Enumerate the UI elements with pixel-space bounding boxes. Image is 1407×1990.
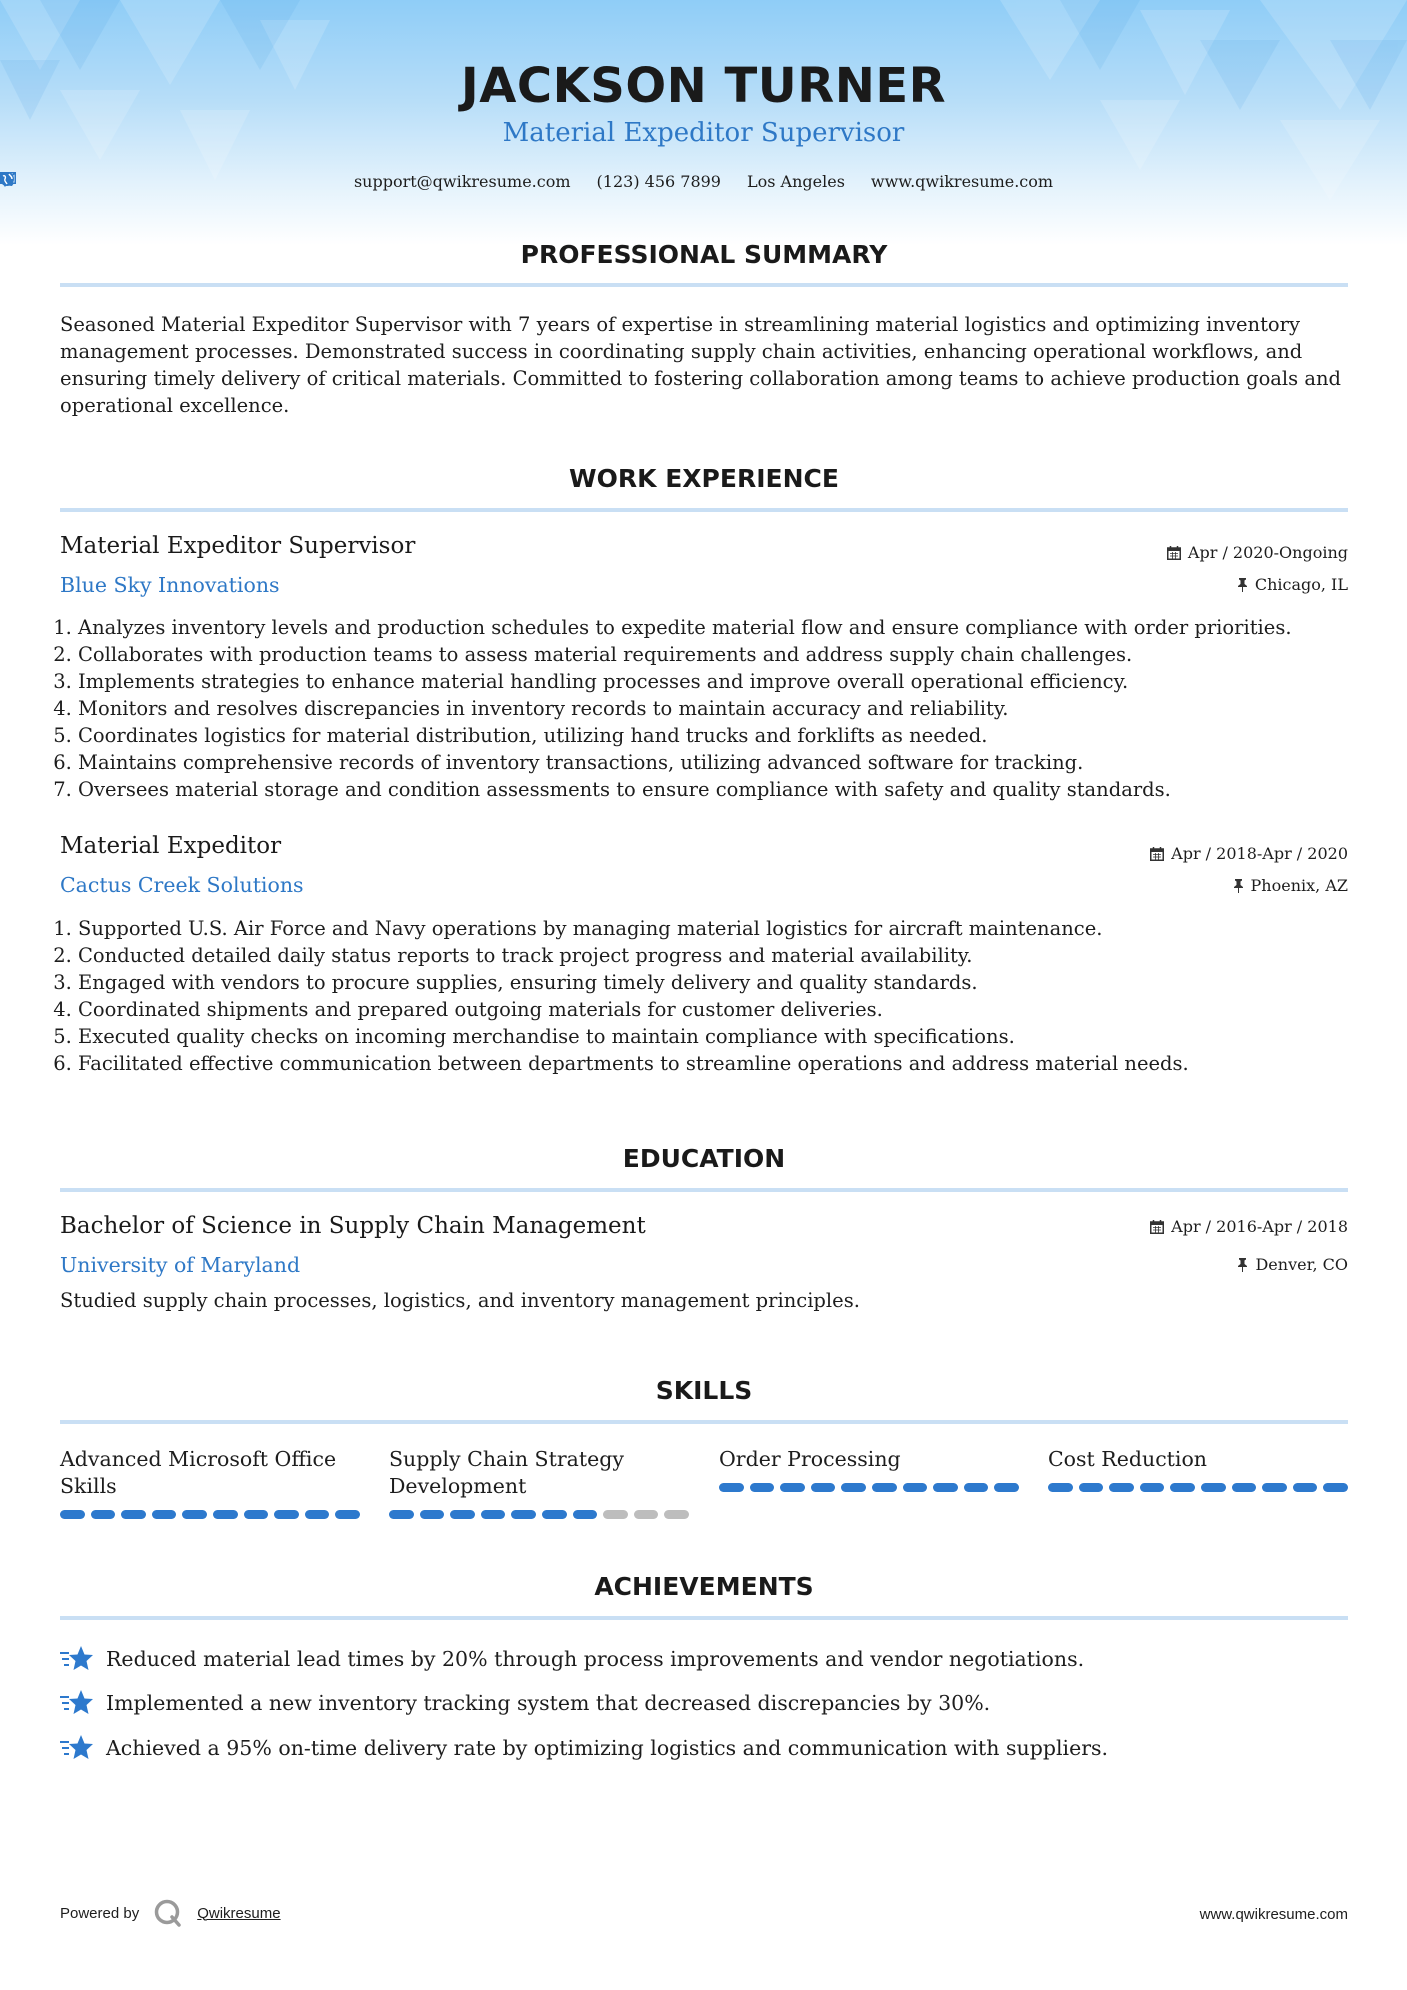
skill-level-segment-filled (389, 1510, 414, 1519)
brand-link[interactable]: Qwikresume (197, 1904, 281, 1922)
skill-item (389, 1446, 689, 1500)
duty-item: 7. Oversees material storage and condition assessments to ensure compliance with safety and quality standards. (78, 776, 1292, 803)
section-divider (60, 1188, 1348, 1192)
skill-level-segment-filled (450, 1510, 475, 1519)
job-dates-text: Apr / 2018-Apr / 2020 (1171, 844, 1348, 863)
job-company: Cactus Creek Solutions (60, 873, 304, 897)
duty-item: 2. Conducted detailed daily status reports to track project progress and material availability. (78, 942, 1189, 969)
skill-level-segment-filled (152, 1510, 177, 1519)
skill-level-segment-filled (244, 1510, 269, 1519)
contact-phone-text: (123) 456 7899 (596, 172, 721, 191)
section-divider (60, 508, 1348, 512)
skill-level-segment-filled (335, 1510, 360, 1519)
globe-icon (0, 172, 14, 186)
contact-bar (0, 172, 1407, 191)
job-location-text: Phoenix, AZ (1250, 876, 1348, 895)
calendar-icon (1150, 847, 1164, 861)
skill-level-segment-filled (573, 1510, 598, 1519)
achievement-text: Implemented a new inventory tracking system that decreased discrepancies by 30%. (106, 1691, 991, 1715)
skill-level-segment-filled (182, 1510, 207, 1519)
duty-item: 6. Facilitated effective communication between departments to streamline operations and address material needs. (78, 1050, 1189, 1077)
education-school: University of Maryland (60, 1253, 301, 1277)
job-title: Material Expeditor (60, 833, 282, 859)
skill-level-segment-filled (213, 1510, 238, 1519)
skill-level-segment-filled (60, 1510, 85, 1519)
duty-item: 5. Coordinates logistics for material distribution, utilizing hand trucks and forklifts as needed. (78, 722, 1292, 749)
skill-level-segment-filled (481, 1510, 506, 1519)
section-divider (60, 1616, 1348, 1620)
achievement-item (60, 1645, 1084, 1673)
skill-level-segment-filled (1048, 1483, 1073, 1492)
skill-item (60, 1446, 360, 1500)
skill-level-bar (60, 1510, 360, 1519)
skill-item (719, 1446, 1019, 1500)
job-location (1233, 876, 1348, 895)
section-title-achievements: ACHIEVEMENTS (594, 1572, 814, 1601)
skill-level-segment-filled (933, 1483, 958, 1492)
skill-level-segment-filled (1140, 1483, 1165, 1492)
job-duties-list (50, 915, 1189, 1077)
contact-location-text: Los Angeles (746, 172, 845, 191)
footer-website[interactable]: www.qwikresume.com (1199, 1906, 1348, 1923)
skill-level-segment-filled (1109, 1483, 1134, 1492)
pushpin-icon (1237, 1258, 1248, 1272)
skill-level-segment-filled (1079, 1483, 1104, 1492)
section-title-skills: SKILLS (655, 1376, 753, 1405)
pushpin-icon (1233, 879, 1244, 893)
header-banner (0, 0, 1407, 245)
skill-level-segment-empty (603, 1510, 628, 1519)
calendar-icon (1167, 546, 1181, 560)
education-dates-text: Apr / 2016-Apr / 2018 (1171, 1217, 1348, 1236)
candidate-name: JACKSON TURNER (460, 58, 947, 114)
job-location-text: Chicago, IL (1254, 575, 1348, 594)
skill-level-segment-filled (305, 1510, 330, 1519)
duty-item: 4. Coordinated shipments and prepared outgoing materials for customer deliveries. (78, 996, 1189, 1023)
calendar-icon (1150, 1220, 1164, 1234)
skill-level-segment-filled (872, 1483, 897, 1492)
duty-item: 3. Engaged with vendors to procure supplies, ensuring timely delivery and quality standards. (78, 969, 1189, 996)
skill-item (1048, 1446, 1348, 1500)
skill-name: Cost Reduction (1048, 1447, 1208, 1471)
duty-item: 2. Collaborates with production teams to assess material requirements and address supply chain challenges. (78, 641, 1292, 668)
skill-level-segment-filled (542, 1510, 567, 1519)
skill-name: Supply Chain Strategy Development (389, 1447, 624, 1498)
skill-level-segment-filled (903, 1483, 928, 1492)
job-dates-text: Apr / 2020-Ongoing (1187, 543, 1348, 562)
contact-location (747, 172, 845, 191)
education-degree: Bachelor of Science in Supply Chain Management (60, 1213, 646, 1239)
skill-level-segment-filled (1201, 1483, 1226, 1492)
candidate-title: Material Expeditor Supervisor (502, 118, 905, 148)
job-dates (1150, 844, 1348, 863)
skill-level-segment-filled (121, 1510, 146, 1519)
skill-level-segment-filled (750, 1483, 775, 1492)
skill-level-segment-filled (1293, 1483, 1318, 1492)
star-icon (60, 1734, 94, 1762)
achievement-item (60, 1689, 990, 1717)
achievement-text: Reduced material lead times by 20% through process improvements and vendor negotiations. (106, 1647, 1085, 1671)
skill-level-segment-filled (1262, 1483, 1287, 1492)
skill-level-segment-empty (664, 1510, 689, 1519)
skill-level-segment-filled (511, 1510, 536, 1519)
skill-level-segment-filled (274, 1510, 299, 1519)
duty-item: 3. Implements strategies to enhance material handling processes and improve overall operational efficiency. (78, 668, 1292, 695)
contact-email[interactable] (354, 172, 571, 191)
contact-phone[interactable] (597, 172, 721, 191)
section-divider (60, 283, 1348, 287)
pushpin-icon (1237, 578, 1248, 592)
star-icon (60, 1645, 94, 1673)
job-title: Material Expeditor Supervisor (60, 533, 416, 559)
skill-level-segment-filled (780, 1483, 805, 1492)
duty-item: 4. Monitors and resolves discrepancies in inventory records to maintain accuracy and reliability. (78, 695, 1292, 722)
education-location-text: Denver, CO (1255, 1255, 1348, 1274)
contact-website[interactable] (871, 172, 1053, 191)
skill-level-segment-filled (1232, 1483, 1257, 1492)
duty-item: 1. Supported U.S. Air Force and Navy operations by managing material logistics for aircraft maintenance. (78, 915, 1189, 942)
skill-level-segment-filled (91, 1510, 116, 1519)
skill-level-segment-filled (811, 1483, 836, 1492)
duty-item: 5. Executed quality checks on incoming merchandise to maintain compliance with specifications. (78, 1023, 1189, 1050)
contact-email-text: support@qwikresume.com (353, 172, 571, 191)
skill-level-segment-filled (841, 1483, 866, 1492)
skill-level-segment-filled (1323, 1483, 1348, 1492)
job-duties-list (50, 614, 1292, 803)
section-title-experience: WORK EXPERIENCE (569, 464, 839, 493)
section-divider (60, 1420, 1348, 1424)
skill-name: Advanced Microsoft Office Skills (60, 1447, 337, 1498)
qwikresume-logo-icon (153, 1898, 183, 1928)
job-dates (1167, 543, 1348, 562)
section-title-summary: PROFESSIONAL SUMMARY (520, 240, 888, 269)
education-description: Studied supply chain processes, logistics, and inventory management principles. (60, 1289, 860, 1312)
job-location (1237, 575, 1348, 594)
summary-text: Seasoned Material Expeditor Supervisor with 7 years of expertise in streamlining material logistics and optimizing inventory management processes. Demonstrated success in coordinating supply chain activities, enhancing operational workflows, and ensuring timely delivery of critical materials. Committed to fostering collaboration among teams to achieve production goals and operational excellence. (60, 313, 1342, 417)
duty-item: 1. Analyzes inventory levels and production schedules to expedite material flow and ensure compliance with order priorities. (78, 614, 1292, 641)
skill-level-segment-filled (964, 1483, 989, 1492)
contact-website-text: www.qwikresume.com (870, 172, 1054, 191)
education-dates (1150, 1217, 1348, 1236)
achievement-item (60, 1734, 1108, 1762)
skill-level-segment-filled (994, 1483, 1019, 1492)
achievement-text: Achieved a 95% on-time delivery rate by optimizing logistics and communication with suppliers. (106, 1736, 1109, 1760)
skill-level-segment-empty (634, 1510, 659, 1519)
powered-by-label: Powered by (60, 1904, 140, 1922)
skill-level-bar (1048, 1483, 1348, 1492)
skill-level-segment-filled (420, 1510, 445, 1519)
star-icon (60, 1689, 94, 1717)
footer-powered-by (60, 1898, 281, 1928)
education-location (1237, 1255, 1348, 1274)
skill-name: Order Processing (719, 1447, 901, 1471)
skill-level-bar (719, 1483, 1019, 1492)
skill-level-segment-filled (719, 1483, 744, 1492)
section-title-education: EDUCATION (622, 1144, 786, 1173)
job-company: Blue Sky Innovations (60, 573, 280, 597)
skill-level-bar (389, 1510, 689, 1519)
skill-level-segment-filled (1170, 1483, 1195, 1492)
duty-item: 6. Maintains comprehensive records of inventory transactions, utilizing advanced software for tracking. (78, 749, 1292, 776)
